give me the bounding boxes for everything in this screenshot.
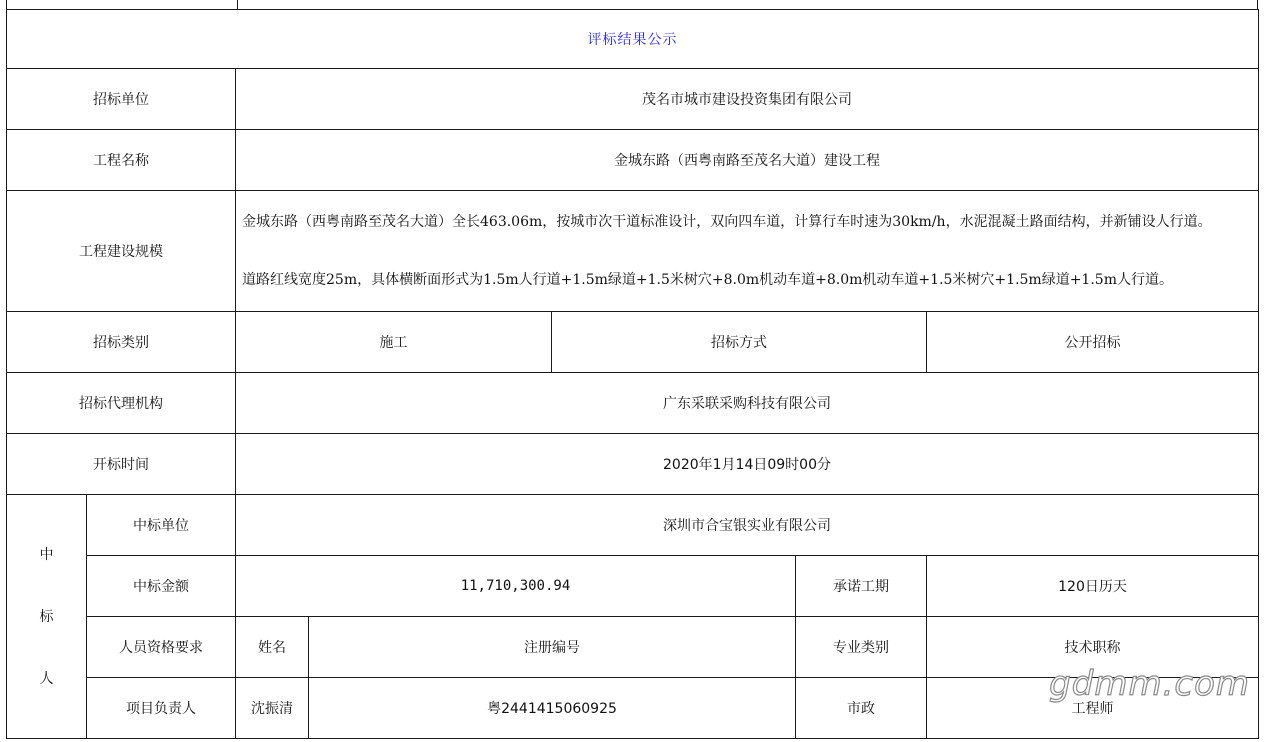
winner-section-label	[7, 495, 87, 739]
top-rule	[6, 0, 1258, 9]
project-name-label: 工程名称	[7, 130, 236, 191]
bid-result-table	[6, 9, 1259, 739]
project-manager-name: 沈振清	[236, 678, 309, 739]
page-title: 评标结果公示	[7, 10, 1259, 69]
opening-time-label: 开标时间	[7, 434, 236, 495]
project-name-value: 金城东路（西粤南路至茂名大道）建设工程	[236, 130, 1259, 191]
agency-label: 招标代理机构	[7, 373, 236, 434]
project-manager-specialty: 市政	[796, 678, 927, 739]
staff-requirement-label: 人员资格要求	[87, 617, 236, 678]
project-manager-registration-number: 粤2441415060925	[309, 678, 796, 739]
tenderer-value: 茂名市城市建设投资集团有限公司	[236, 69, 1259, 130]
winner-unit-value: 深圳市合宝银实业有限公司	[236, 495, 1259, 556]
tenderer-label: 招标单位	[7, 69, 236, 130]
winner-amount-label: 中标金额	[87, 556, 236, 617]
scale-line-2: 道路红线宽度25m，具体横断面形式为1.5m人行道+1.5m绿道+1.5米树穴+8.0m机动车道+8.0m机动车道+1.5米树穴+1.5m绿道+1.5m人行道。	[242, 272, 1173, 288]
category-value: 施工	[236, 312, 552, 373]
method-value: 公开招标	[927, 312, 1259, 373]
specialty-header: 专业类别	[796, 617, 927, 678]
project-manager-label: 项目负责人	[87, 678, 236, 739]
agency-value: 广东采联采购科技有限公司	[236, 373, 1259, 434]
method-label: 招标方式	[552, 312, 927, 373]
registration-number-header: 注册编号	[309, 617, 796, 678]
project-manager-title: 工程师	[927, 678, 1259, 739]
winner-section-char-2: 标	[39, 608, 54, 625]
scale-value	[236, 191, 1259, 312]
scale-line-1: 金城东路（西粤南路至茂名大道）全长463.06m，按城市次干道标准设计，双向四车道，计算行车时速为30km/h，水泥混凝土路面结构，并新铺设人行道。	[242, 214, 1212, 230]
winner-amount-value: 11,710,300.94	[236, 556, 796, 617]
technical-title-header: 技术职称	[927, 617, 1259, 678]
scale-label: 工程建设规模	[7, 191, 236, 312]
winner-unit-label: 中标单位	[87, 495, 236, 556]
name-header: 姓名	[236, 617, 309, 678]
winner-section-char-3: 人	[39, 670, 54, 687]
opening-time-value: 2020年1月14日09时00分	[236, 434, 1259, 495]
site-watermark: gdmm.com	[1049, 664, 1250, 704]
duration-value: 120日历天	[927, 556, 1259, 617]
duration-label: 承诺工期	[796, 556, 927, 617]
category-label: 招标类别	[7, 312, 236, 373]
winner-section-char-1: 中	[39, 546, 54, 563]
